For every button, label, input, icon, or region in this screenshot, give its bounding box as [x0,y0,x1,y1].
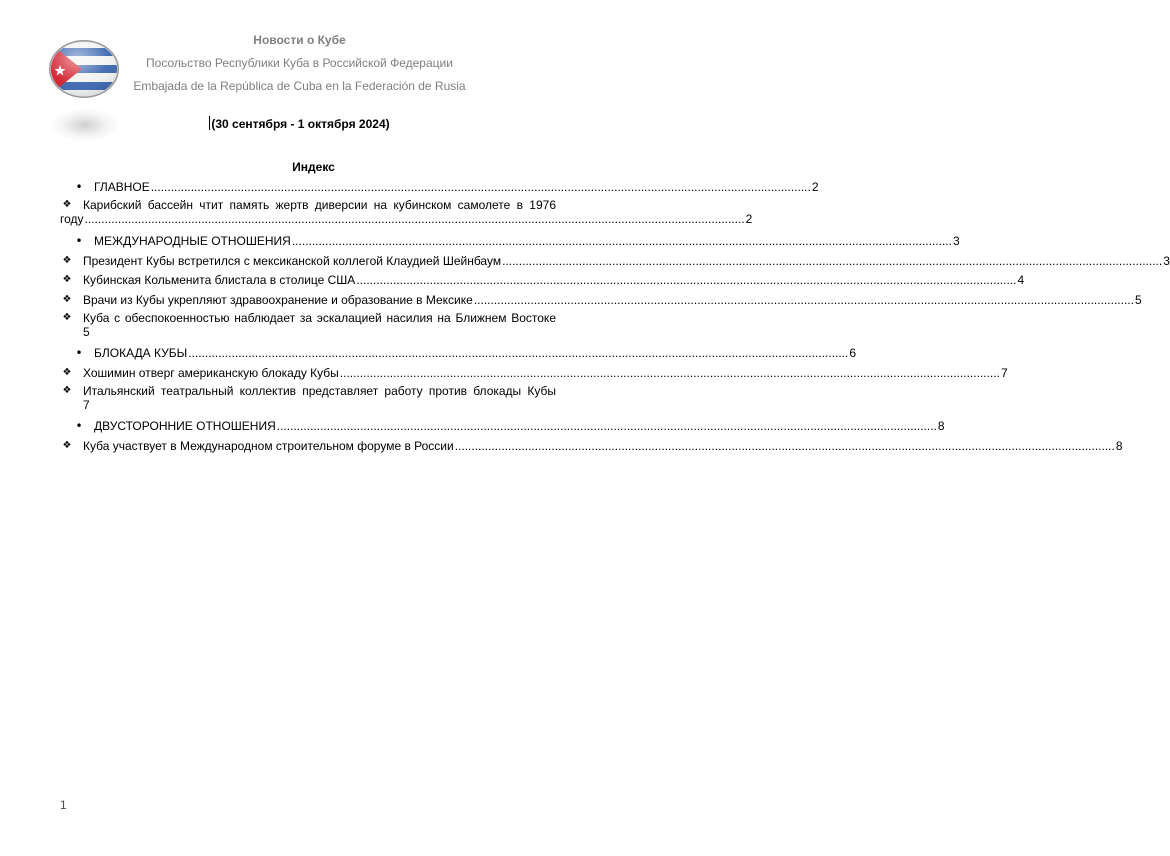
toc-page-number: 4 [1017,273,1025,287]
toc-page-number: 3 [1163,254,1170,268]
diamond-bullet-icon: ❖ [62,367,72,378]
diamond-bullet-icon: ❖ [62,274,72,285]
diamond-bullet-icon: ❖ [62,199,72,210]
embassy-name-es: Embajada de la República de Cuba en la Federación de Rusia [133,79,466,93]
bullet-icon: • [75,234,83,248]
toc-entry-article[interactable]: ❖ Карибский бассейн чтит память жертв диверсии на кубинском самолете в 1976 году ...................................................................................................................................................................................................... 2 [60,198,753,226]
toc-page-number: 6 [849,346,857,360]
diamond-bullet-icon: ❖ [62,385,72,396]
toc-page-number: 5 [1134,293,1142,307]
diamond-bullet-icon: ❖ [62,312,72,323]
toc-entry-article[interactable]: ❖ Итальянский театральный коллектив представляет работу против блокады Кубы 7 [60,384,556,412]
bullet-icon: • [75,180,83,194]
toc-page-number: 5 [83,325,90,339]
diamond-bullet-icon: ❖ [62,255,72,266]
toc-page-number: 2 [745,212,753,226]
diamond-bullet-icon: ❖ [62,294,72,305]
toc-page-number: 7 [1000,366,1008,380]
footer-page-number: 1 [60,798,67,812]
newsletter-title: Новости о Кубе [253,33,346,47]
toc-page-number: 3 [952,234,960,248]
toc-page-number: 7 [83,398,90,412]
embassy-name-ru: Посольство Республики Куба в Российской Федерации [146,56,453,70]
date-range: (30 сентября - 1 октября 2024) [211,117,390,131]
bullet-icon: • [75,346,83,360]
toc-page-number: 2 [811,180,819,194]
index-title: Индекс [292,160,335,174]
toc-page-number: 8 [937,419,945,433]
diamond-bullet-icon: ❖ [62,440,72,451]
toc-entry-article[interactable]: ❖ Куба с обеспокоенностью наблюдает за эскалацией насилия на Ближнем Востоке 5 [60,311,556,339]
bullet-icon: • [75,419,83,433]
toc-page-number: 8 [1115,439,1123,453]
